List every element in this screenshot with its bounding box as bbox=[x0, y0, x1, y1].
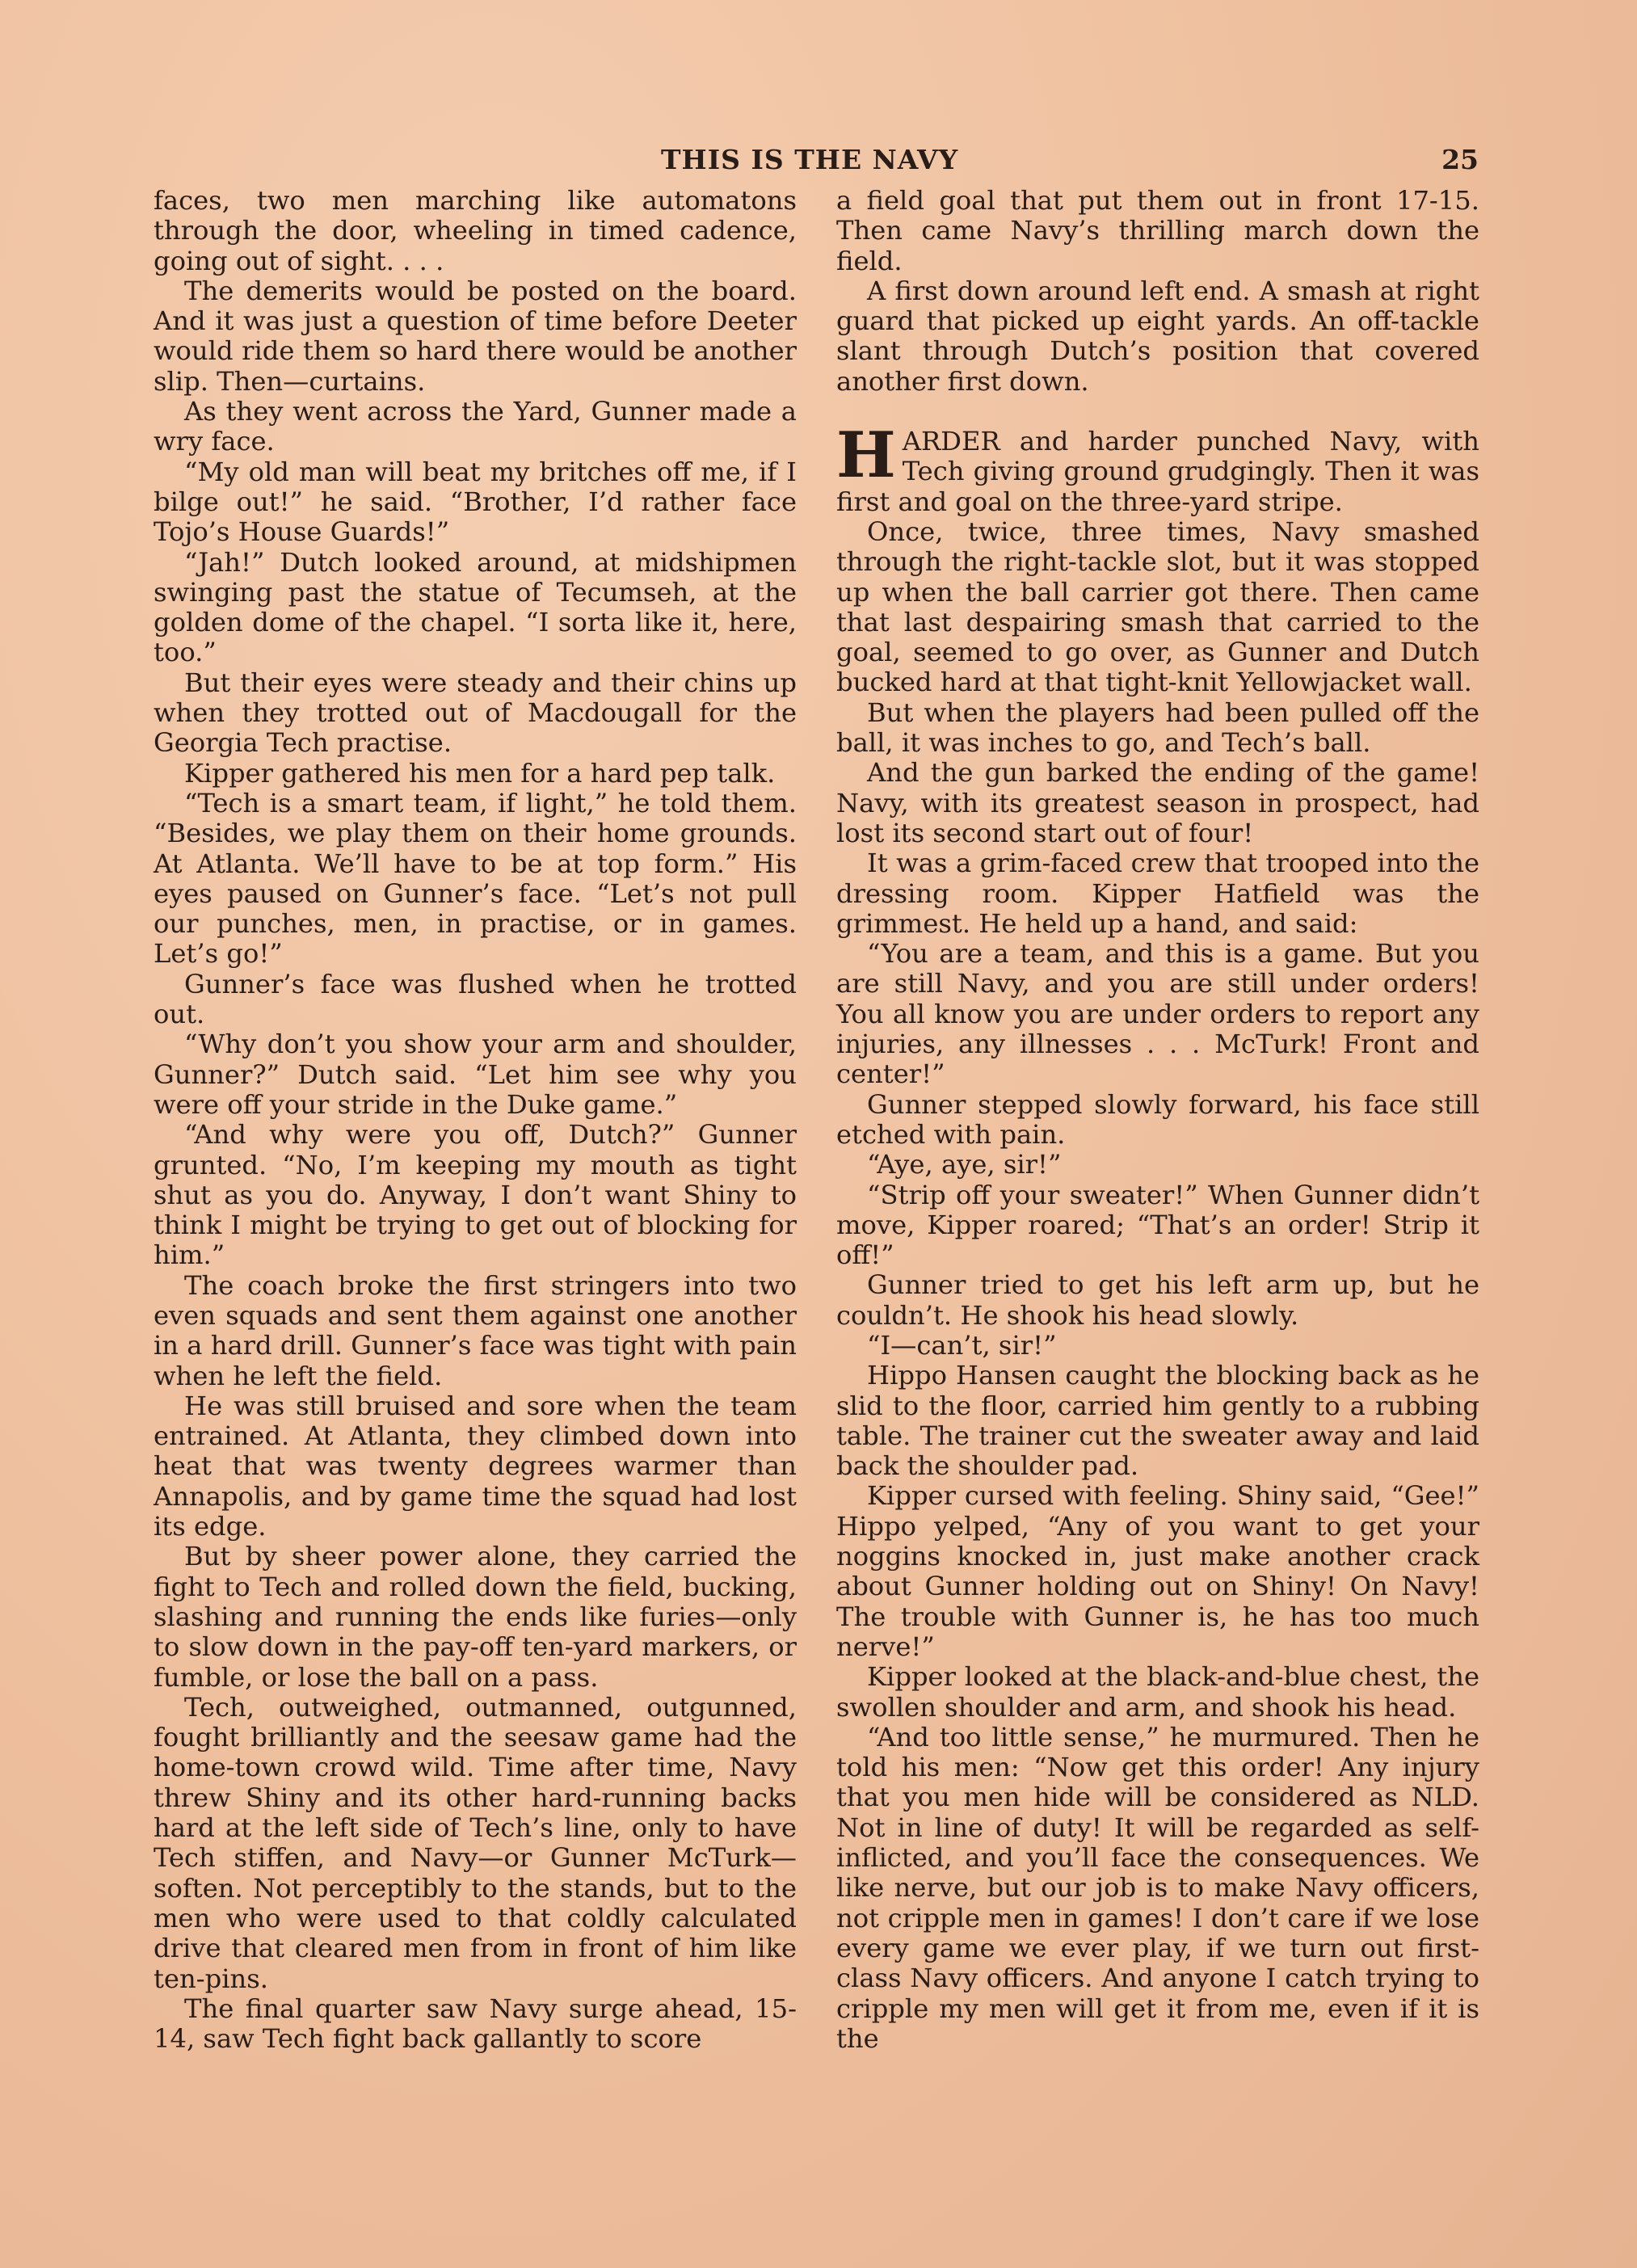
paragraph: Kipper cursed with feeling. Shiny said, “Gee!” Hippo yelped, “Any of you want to get your noggins knocked in, just make another crack about Gunner holding out on Shiny! On Navy! The trouble with Gunner is, he has too much nerve!” bbox=[836, 1480, 1479, 1662]
paragraph: Kipper gathered his men for a hard pep talk. bbox=[184, 757, 776, 789]
paragraph: The coach broke the first stringers into two even squads and sent them against one another in a hard drill. Gunner’s face was tight with pain when he left the field. bbox=[154, 1269, 797, 1391]
running-title: THIS IS THE NAVY bbox=[661, 144, 959, 175]
paragraph: Gunner stepped slowly forward, his face still etched with pain. bbox=[836, 1088, 1479, 1150]
paragraph: “Aye, aye, sir!” bbox=[867, 1149, 1062, 1180]
paragraph: But by sheer power alone, they carried the fight to Tech and rolled down the field, bucking, slashing and running the ends like furies—only to slow down in the pay-off ten-yard markers, or fumble, or lose the ball on a pass. bbox=[154, 1541, 797, 1693]
paragraph: He was still bruised and sore when the team entrained. At Atlanta, they climbed down into heat that was twenty degrees warmer than Annapolis, and by game time the squad had lost its edge. bbox=[154, 1390, 797, 1542]
paragraph: “Jah!” Dutch looked around, at midshipmen swinging past the statue of Tecumseh, at the golden dome of the chapel. “I sorta like it, here, too.” bbox=[154, 546, 797, 668]
paragraph: Tech, outweighed, outmanned, outgunned, fought brilliantly and the seesaw game had the home-town crowd wild. Time after time, Navy threw Shiny and its other hard-running backs hard at the left side of Tech’s line, only to have Tech stiffen, and Navy—or Gunner McTurk—soften. Not perceptibly to the stands, but to the men who were used to that coldly calculated drive that cleared men from in front of him like ten-pins. bbox=[154, 1691, 797, 1994]
section-opening-paragraph bbox=[836, 419, 1479, 517]
paragraph: The demerits would be posted on the board. And it was just a question of time before Deeter would ride them so hard there would be another slip. Then—curtains. bbox=[154, 275, 797, 397]
paragraph: Gunner tried to get his left arm up, but he couldn’t. He shook his head slowly. bbox=[836, 1269, 1479, 1331]
paragraph: And the gun barked the ending of the game! Navy, with its greatest season in prospect, had lost its second start out of four! bbox=[836, 757, 1479, 848]
page-number: 25 bbox=[1441, 144, 1479, 175]
paragraph: “I—can’t, sir!” bbox=[867, 1329, 1057, 1361]
paragraph: “Strip off your sweater!” When Gunner didn’t move, Kipper roared; “That’s an order! Strip it off!” bbox=[836, 1179, 1479, 1271]
paragraph: Kipper looked at the black-and-blue chest, the swollen shoulder and arm, and shook his head. bbox=[836, 1661, 1479, 1723]
section-opening-text: ARDER and harder punched Navy, with Tech giving ground grudgingly. Then it was first and goal on the three-yard stripe. bbox=[836, 426, 1479, 517]
paragraph: But when the players had been pulled off the ball, it was inches to go, and Tech’s ball. bbox=[836, 696, 1479, 759]
paragraph: Once, twice, three times, Navy smashed through the right-tackle slot, but it was stopped up when the ball carrier got there. Then came that last despairing smash that carried to the goal, seemed to go over, as Gunner and Dutch bucked hard at that tight-knit Yellowjacket wall. bbox=[836, 515, 1479, 698]
left-column bbox=[154, 186, 797, 2054]
right-column bbox=[836, 186, 1479, 2054]
paragraph: “Why don’t you show your arm and shoulder, Gunner?” Dutch said. “Let him see why you were off your stride in the Duke game.” bbox=[154, 1029, 797, 1120]
paragraph: But their eyes were steady and their chins up when they trotted out of Macdougall for the Georgia Tech practise. bbox=[154, 667, 797, 759]
paragraph: The final quarter saw Navy surge ahead, 15-14, saw Tech fight back gallantly to score bbox=[154, 1992, 797, 2055]
drop-cap: H bbox=[836, 419, 896, 493]
paragraph: Hippo Hansen caught the blocking back as he slid to the floor, carried him gently to a rubbing table. The trainer cut the sweater away and laid back the shoulder pad. bbox=[836, 1360, 1479, 1482]
paragraph: A first down around left end. A smash at right guard that picked up eight yards. An off-tackle slant through Dutch’s position that covered another first down. bbox=[836, 275, 1479, 397]
paragraph: It was a grim-faced crew that trooped into the dressing room. Kipper Hatfield was the grimmest. He held up a hand, and said: bbox=[836, 848, 1479, 939]
paragraph: “My old man will beat my britches off me, if I bilge out!” he said. “Brother, I’d rather face Tojo’s House Guards!” bbox=[154, 456, 797, 548]
paragraph: “And why were you off, Dutch?” Gunner grunted. “No, I’m keeping my mouth as tight shut as you do. Anyway, I don’t want Shiny to think I might be trying to get out of blocking for him.” bbox=[154, 1119, 797, 1271]
paragraph: As they went across the Yard, Gunner made a wry face. bbox=[154, 396, 797, 457]
paragraph: faces, two men marching like automatons through the door, wheeling in timed cadence, going out of sight. . . . bbox=[154, 185, 797, 276]
paragraph: “You are a team, and this is a game. But you are still Navy, and you are still under orders! You all know you are under orders to report any injuries, any illnesses . . . McTurk! Front and center!” bbox=[836, 938, 1479, 1090]
page-header bbox=[154, 144, 1479, 184]
paragraph: a field goal that put them out in front 17-15. Then came Navy’s thrilling march down the field. bbox=[836, 185, 1479, 276]
paragraph: Gunner’s face was flushed when he trotted out. bbox=[154, 968, 797, 1030]
paragraph: “And too little sense,” he murmured. Then he told his men: “Now get this order! Any injury that you men hide will be considered as NLD. Not in line of duty! It will be regarded as self-inflicted, and you’ll face the consequences. We like nerve, but our job is to make Navy officers, not cripple men in games! I don’t care if we lose every game we ever play, if we turn out first-class Navy officers. And anyone I catch trying to cripple my men will get it from me, even if it is the bbox=[836, 1721, 1479, 2054]
paragraph: “Tech is a smart team, if light,” he told them. “Besides, we play them on their home grounds. At Atlanta. We’ll have to be at top form.” His eyes paused on Gunner’s face. “Let’s not pull our punches, men, in practise, or in games. Let’s go!” bbox=[154, 787, 797, 970]
